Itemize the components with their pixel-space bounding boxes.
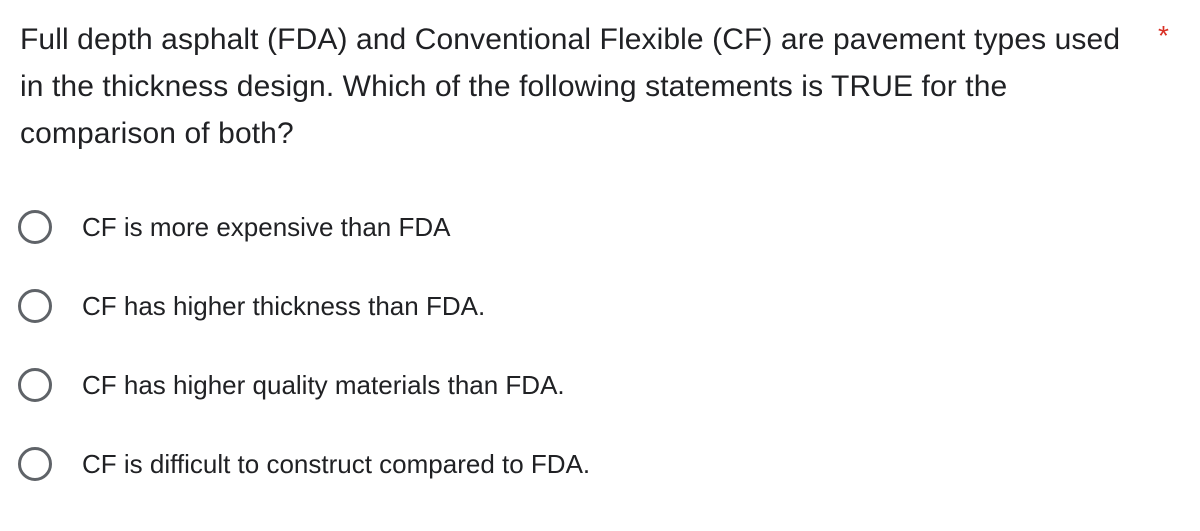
option-1[interactable] xyxy=(18,187,1118,266)
radio-button[interactable] xyxy=(18,289,52,323)
option-label: CF has higher quality materials than FDA. xyxy=(82,369,565,400)
option-3[interactable] xyxy=(18,345,1118,424)
radio-button[interactable] xyxy=(18,447,52,481)
option-label: CF is more expensive than FDA xyxy=(82,211,451,242)
option-4[interactable] xyxy=(18,424,1118,503)
option-2[interactable] xyxy=(18,266,1118,345)
option-label: CF is difficult to construct compared to FDA. xyxy=(82,448,591,479)
required-marker: * xyxy=(1158,20,1169,51)
question-text: Full depth asphalt (FDA) and Conventional Flexible (CF) are pavement types used in the thickness design. Which of the following statements is TRUE for the comparison of both? xyxy=(20,23,1121,150)
radio-button[interactable] xyxy=(18,368,52,402)
options-list xyxy=(18,187,1118,503)
radio-button[interactable] xyxy=(18,210,52,244)
option-label: CF has higher thickness than FDA. xyxy=(82,290,486,321)
